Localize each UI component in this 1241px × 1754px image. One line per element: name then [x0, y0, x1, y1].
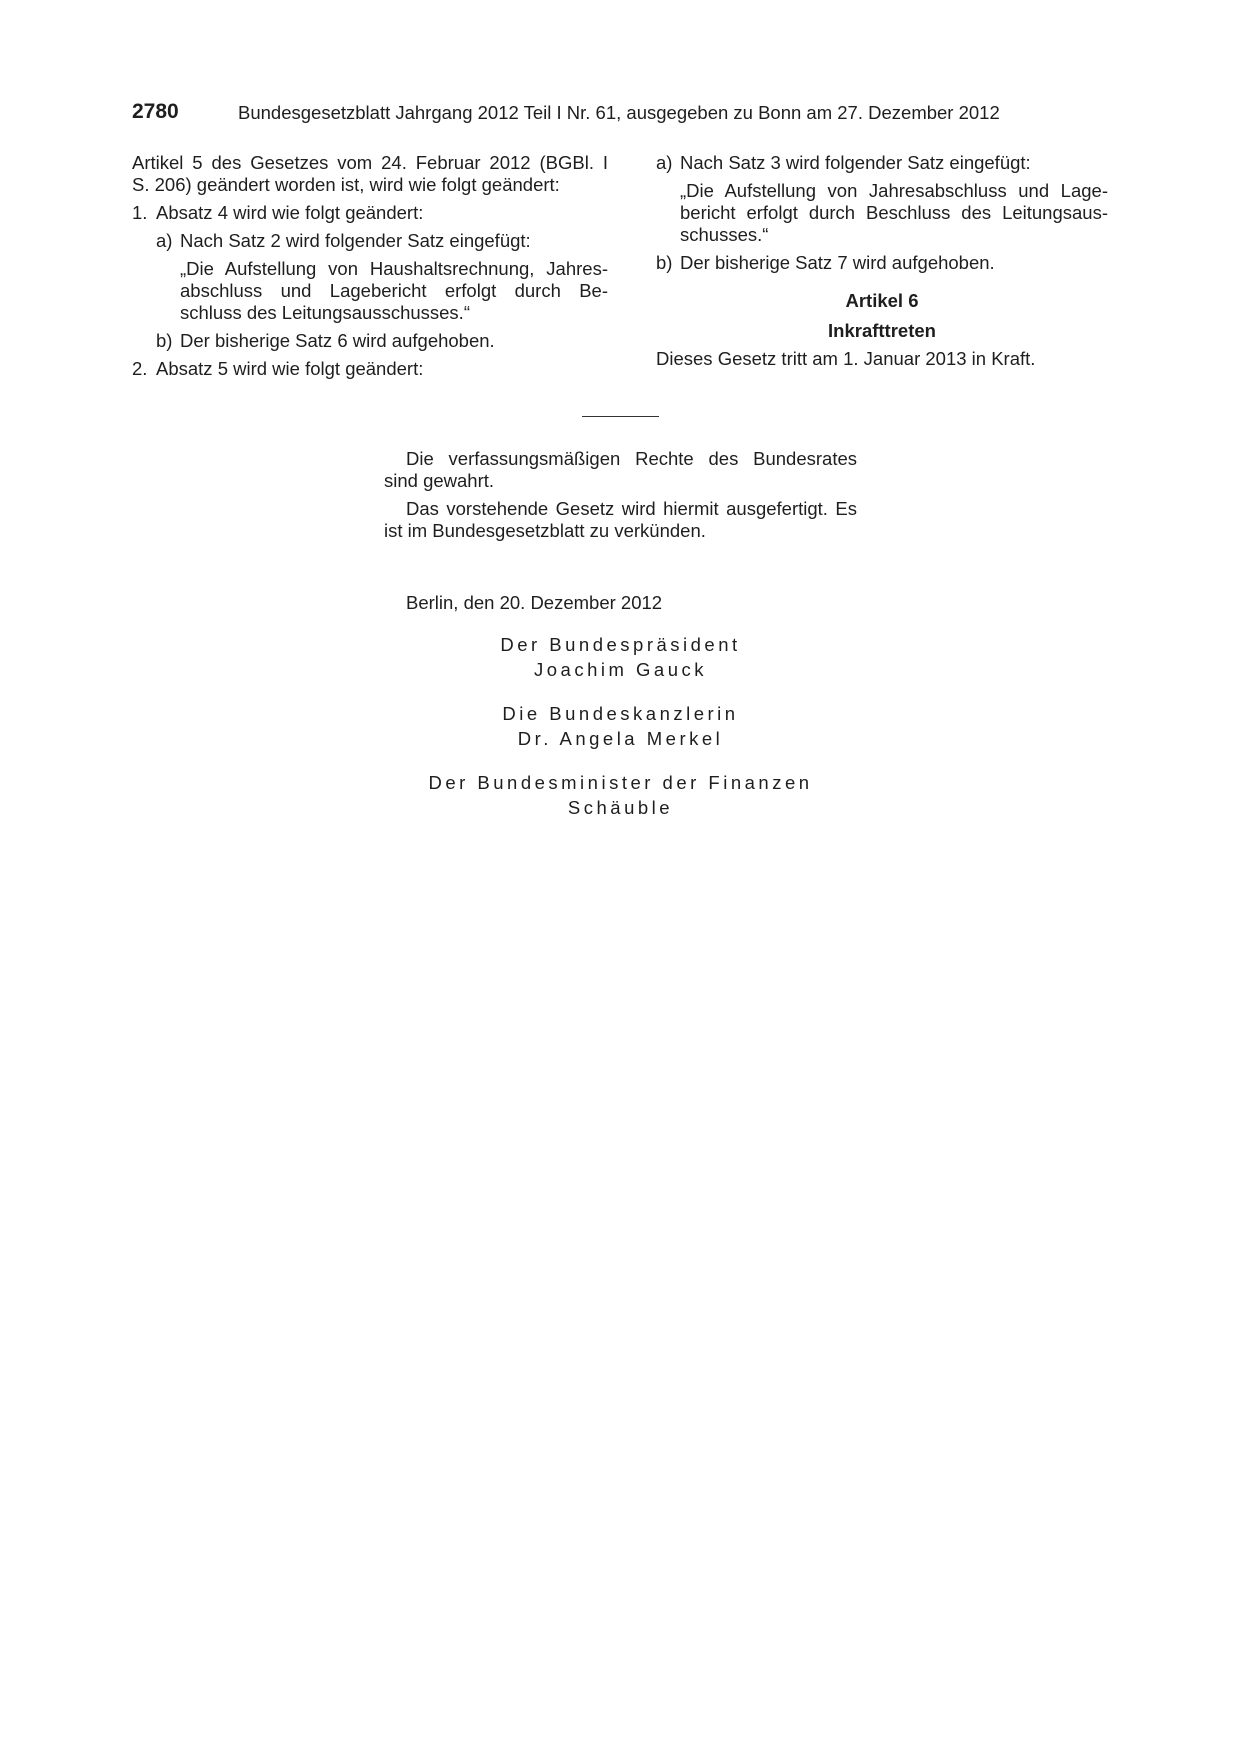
article-text: Dieses Gesetz tritt am 1. Januar 2013 in Kraft. [656, 348, 1036, 369]
quote-1a-line-1: „Die Aufstellung von Haushaltsrechnung, Jahres- [180, 258, 608, 279]
closing-formula [384, 448, 857, 542]
signature-block-president [384, 632, 857, 682]
signature-role: Der Bundespräsident [500, 634, 741, 655]
right-column [656, 152, 1108, 370]
item-1-text: Absatz 4 wird wie folgt geändert: [156, 202, 424, 223]
list-item-2a [656, 152, 1108, 174]
item-2a-letter: a) [656, 152, 673, 173]
item-1-number: 1. [132, 202, 148, 223]
list-item-1a [132, 230, 608, 252]
place-and-date: Berlin, den 20. Dezember 2012 [406, 592, 663, 613]
article-heading: Artikel 6 [845, 290, 919, 311]
list-item-2 [132, 358, 608, 380]
quote-2a-line-3: schusses.“ [680, 224, 769, 245]
closing-para-2-line-1: Das vorstehende Gesetz wird hiermit ausgefertigt. Es [406, 498, 857, 519]
quote-2a-line-1: „Die Aufstellung von Jahresabschluss und Lage- [680, 180, 1108, 201]
quote-2a [656, 180, 1108, 246]
item-2b-letter: b) [656, 252, 673, 273]
closing-para-1-line-1: Die verfassungsmäßigen Rechte des Bundesrates [406, 448, 857, 469]
item-2-number: 2. [132, 358, 148, 379]
signature-role: Der Bundesminister der Finanzen [428, 772, 813, 793]
item-1b-letter: b) [156, 330, 173, 351]
signature-block-chancellor [384, 701, 857, 751]
intro-line-1: Artikel 5 des Gesetzes vom 24. Februar 2012 (BGBl. I [132, 152, 608, 173]
quote-1a-line-2: abschluss und Lagebericht erfolgt durch Be- [180, 280, 608, 301]
quote-2a-line-2: bericht erfolgt durch Beschluss des Leitungsaus- [680, 202, 1108, 223]
intro-paragraph [132, 152, 608, 196]
article-title: Inkrafttreten [828, 320, 936, 341]
signature-name: Joachim Gauck [534, 659, 707, 680]
list-item-2b [656, 252, 1108, 274]
signature-name: Schäuble [567, 797, 674, 818]
item-1a-text: Nach Satz 2 wird folgender Satz eingefügt: [180, 230, 531, 251]
gazette-header: Bundesgesetzblatt Jahrgang 2012 Teil I Nr. 61, ausgegeben zu Bonn am 27. Dezember 2012 [238, 102, 1000, 123]
signature-name: Dr. Angela Merkel [517, 728, 724, 749]
intro-line-2: S. 206) geändert worden ist, wird wie folgt geändert: [132, 174, 560, 195]
quote-1a [132, 258, 608, 324]
item-2-text: Absatz 5 wird wie folgt geändert: [156, 358, 424, 379]
closing-para-2-line-2: ist im Bundesgesetzblatt zu verkünden. [384, 520, 706, 541]
signature-role: Die Bundeskanzlerin [502, 703, 739, 724]
list-item-1 [132, 202, 608, 224]
page-number: 2780 [132, 100, 179, 123]
section-divider [582, 416, 659, 417]
item-2a-text: Nach Satz 3 wird folgender Satz eingefügt: [680, 152, 1031, 173]
item-1a-letter: a) [156, 230, 173, 251]
item-2b-text: Der bisherige Satz 7 wird aufgehoben. [680, 252, 995, 273]
left-column [132, 152, 608, 380]
signature-block-finance-minister [384, 770, 857, 820]
quote-1a-line-3: schluss des Leitungsausschusses.“ [180, 302, 470, 323]
item-1b-text: Der bisherige Satz 6 wird aufgehoben. [180, 330, 495, 351]
closing-para-1-line-2: sind gewahrt. [384, 470, 495, 491]
list-item-1b [132, 330, 608, 352]
